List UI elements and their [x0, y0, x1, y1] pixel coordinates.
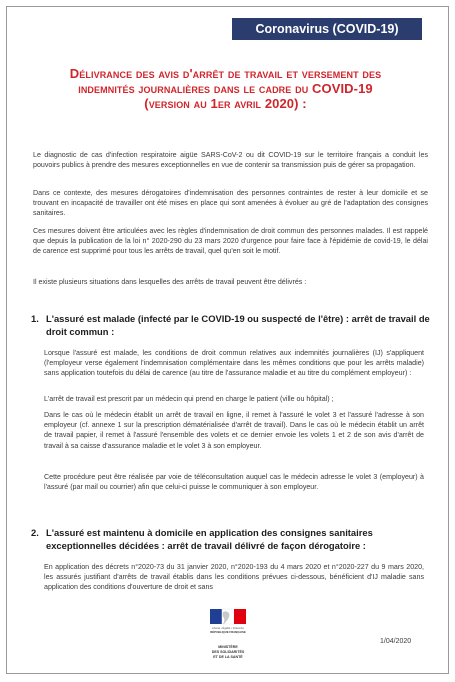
ministry-logo [196, 608, 260, 666]
intro-paragraph-1: Le diagnostic de cas d'infection respiratoire aigüe SARS-CoV-2 ou dit COVID-19 sur le territoire français a conduit les pouvoirs publics à prendre des mesures exceptionnelles en vue de contenir sa transmission puis de gérer sa propagation. [33, 151, 428, 170]
title-line-1: Délivrance des avis d'arrêt de travail et versement des [69, 66, 382, 81]
section-2-paragraph-1: En application des décrets n°2020-73 du 31 janvier 2020, n°2020-193 du 4 mars 2020 et n°2020-227 du 9 mars 2020, les assurés justifiant d'arrêts de travail établis dans les conditions prévues ci-dessous, bénéficient d'IJ maladie sans application des conditions d'ouverture de droit et sans [44, 563, 424, 592]
section-2-title: L'assuré est maintenu à domicile en application des consignes sanitaires exceptionnelles décidées : arrêt de travail délivré de façon dérogatoire : [46, 527, 373, 551]
section-2-number: 2. [31, 527, 39, 538]
svg-text:Liberté • Égalité • Fraternité: Liberté • Égalité • Fraternité [212, 627, 244, 630]
svg-text:MINISTÈRE: MINISTÈRE [218, 645, 238, 649]
topic-banner: Coronavirus (COVID-19) [232, 18, 422, 40]
title-line-2: indemnités journalières dans le cadre du COVID-19 [78, 81, 373, 96]
title-line-3: (version au 1er avril 2020) : [144, 96, 307, 111]
svg-text:RÉPUBLIQUE FRANÇAISE: RÉPUBLIQUE FRANÇAISE [210, 630, 246, 634]
section-1-title: L'assuré est malade (infecté par le COVID-19 ou suspecté de l'être) : arrêt de travail de droit commun : [46, 313, 430, 337]
svg-text:DES SOLIDARITÉS: DES SOLIDARITÉS [211, 650, 245, 654]
section-1-paragraph-2: L'arrêt de travail est prescrit par un médecin qui prend en charge le patient (ville ou hôpital) ; [44, 395, 334, 403]
section-1-heading [31, 313, 431, 338]
section-1-paragraph-1: Lorsque l'assuré est malade, les conditions de droit commun relatives aux indemnités journalières (IJ) s'appliquent (l'employeur verse également l'indemnisation complémentaire dans les mêmes conditions que pour les arrêts maladie) sans application toutefois du délai de carence (au titre de l'assurance maladie et au titre du complément employeur) : [44, 349, 424, 378]
document-date: 1/04/2020 [380, 638, 412, 645]
intro-paragraph-4: Il existe plusieurs situations dans lesquelles des arrêts de travail peuvent être délivrés : [33, 278, 307, 286]
svg-text:ET DE LA SANTÉ: ET DE LA SANTÉ [213, 655, 243, 659]
intro-paragraph-2: Dans ce contexte, des mesures dérogatoires d'indemnisation des personnes contraintes de rester à leur domicile et se trouvant en incapacité de travailler ont été mises en place qui sont amenées à évoluer au gré de l'adaptation des consignes sanitaires. [33, 189, 428, 218]
section-1-paragraph-4: Cette procédure peut être réalisée par voie de téléconsultation auquel cas le médecin adresse le volet 3 (employeur) à l'assuré (par mail ou courrier) afin que celui-ci puisse le communiquer à son employeur. [44, 473, 424, 492]
section-1-number: 1. [31, 313, 39, 324]
intro-paragraph-3: Ces mesures doivent être articulées avec les règles d'indemnisation de droit commun des personnes malades. Il est rappelé que depuis la publication de la loi n° 2020-290 du 23 mars 2020 d'urgence pour faire face à l'épidémie de covid-19, le délai de carence est supprimé pour tous les arrêts de travail, quel qu'en soit le motif. [33, 227, 428, 256]
document-title [28, 66, 423, 111]
section-1-paragraph-3: Dans le cas où le médecin établit un arrêt de travail en ligne, il remet à l'assuré le volet 3 et l'assuré l'adresse à son employeur (cf. annexe 1 sur la prescription dématérialisée d'arrêt de travail). Dans le cas où le médecin établit un arrêt de travail papier, il remet à l'assuré l'ensemble des volets et ce dernier envoie les volets 1 et 2 de son avis d'arrêt de travail à sa caisse d'assurance maladie et le volet 3 à son employeur. [44, 411, 424, 450]
marianne-flag-icon [196, 608, 260, 666]
section-2-heading [31, 527, 431, 552]
